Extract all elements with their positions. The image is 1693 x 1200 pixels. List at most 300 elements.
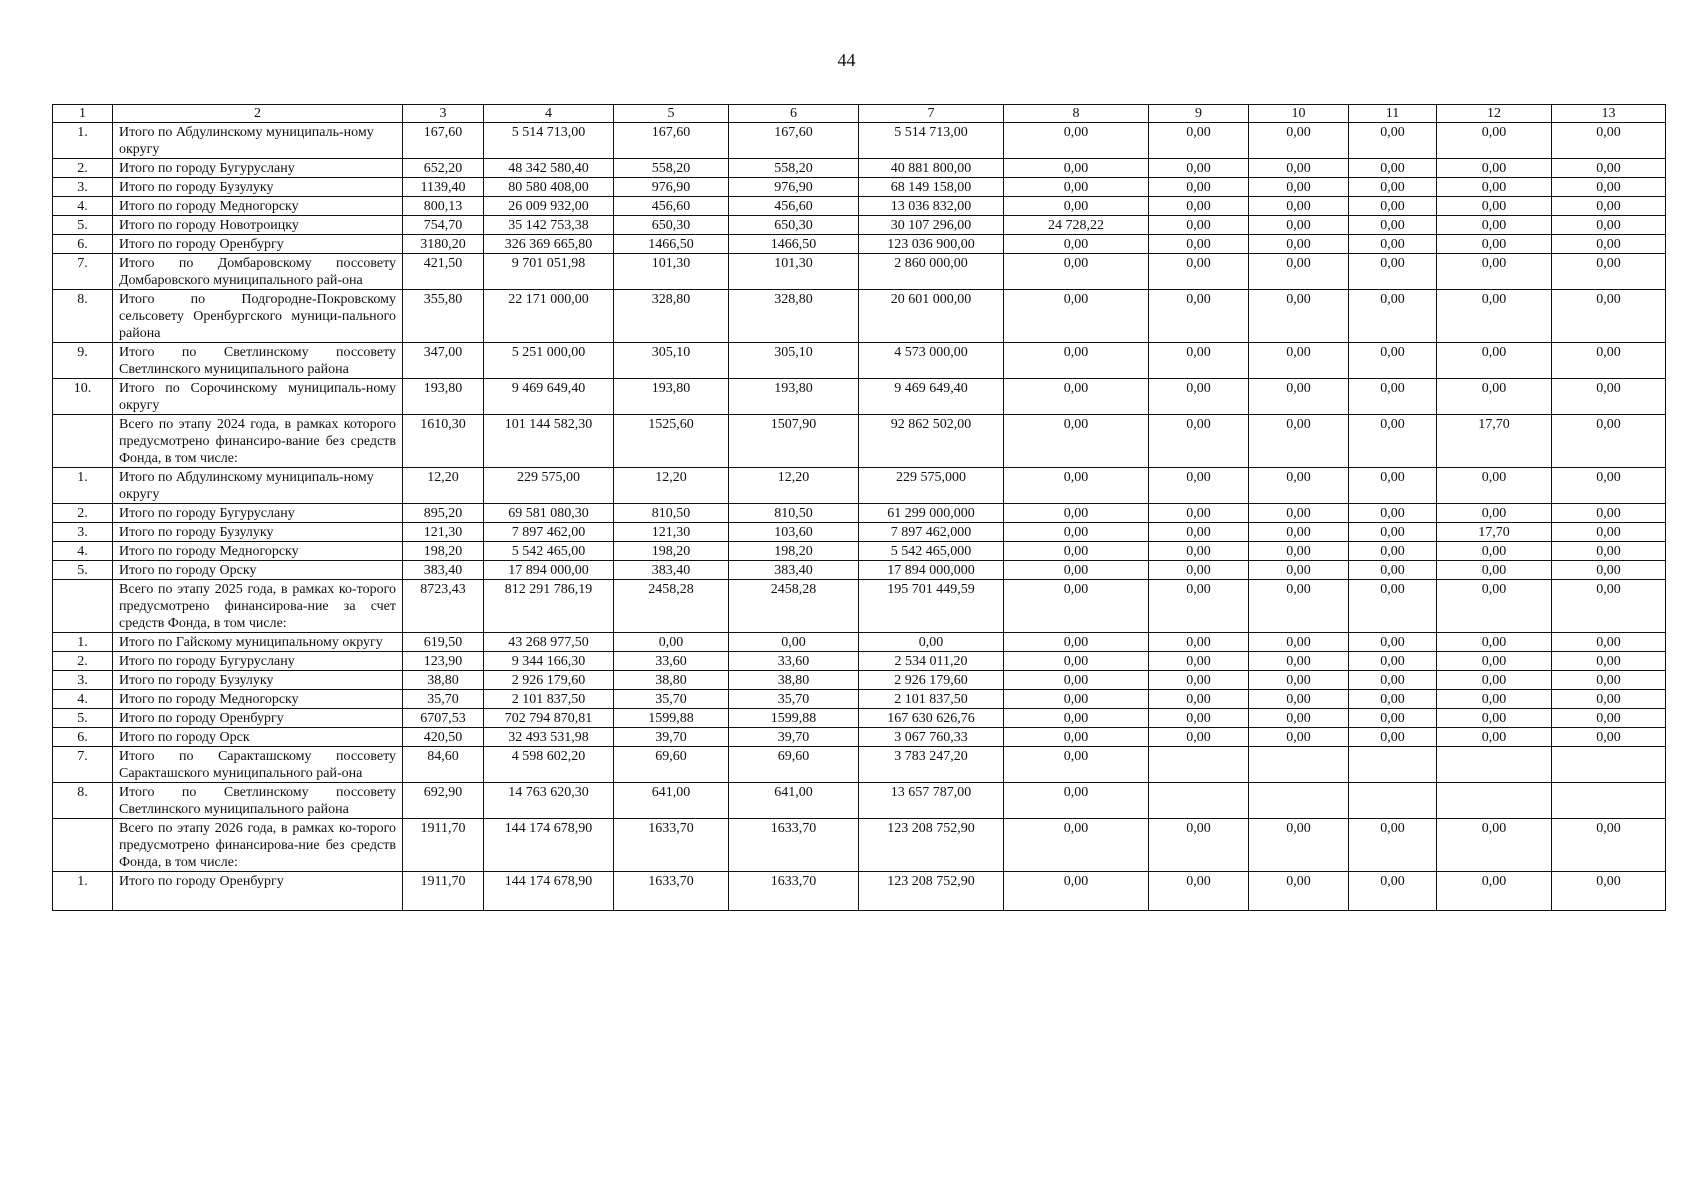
value-cell: 39,70 <box>729 728 859 747</box>
value-cell: 167,60 <box>614 123 729 159</box>
value-cell: 0,00 <box>1349 523 1437 542</box>
value-cell: 6707,53 <box>403 709 484 728</box>
value-cell: 1911,70 <box>403 872 484 911</box>
row-number-cell: 2. <box>53 652 113 671</box>
value-cell: 2 860 000,00 <box>859 254 1004 290</box>
value-cell: 1525,60 <box>614 415 729 468</box>
value-cell: 355,80 <box>403 290 484 343</box>
value-cell: 0,00 <box>1149 159 1249 178</box>
value-cell: 0,00 <box>1249 561 1349 580</box>
header-cell: 6 <box>729 105 859 123</box>
value-cell: 383,40 <box>729 561 859 580</box>
value-cell: 198,20 <box>614 542 729 561</box>
row-name-cell: Итого по городу Медногорску <box>113 542 403 561</box>
value-cell: 305,10 <box>614 343 729 379</box>
value-cell: 30 107 296,00 <box>859 216 1004 235</box>
value-cell: 0,00 <box>1437 671 1552 690</box>
value-cell: 1139,40 <box>403 178 484 197</box>
value-cell: 80 580 408,00 <box>484 178 614 197</box>
value-cell: 0,00 <box>1437 159 1552 178</box>
value-cell: 328,80 <box>729 290 859 343</box>
value-cell: 9 469 649,40 <box>484 379 614 415</box>
value-cell: 0,00 <box>1437 580 1552 633</box>
value-cell: 13 657 787,00 <box>859 783 1004 819</box>
value-cell: 0,00 <box>1437 178 1552 197</box>
table-row <box>53 652 1666 671</box>
value-cell: 4 573 000,00 <box>859 343 1004 379</box>
row-number-cell: 2. <box>53 504 113 523</box>
value-cell: 0,00 <box>859 633 1004 652</box>
value-cell: 0,00 <box>1552 690 1666 709</box>
value-cell: 20 601 000,00 <box>859 290 1004 343</box>
value-cell: 193,80 <box>403 379 484 415</box>
value-cell: 69 581 080,30 <box>484 504 614 523</box>
value-cell: 0,00 <box>1149 872 1249 911</box>
row-name-cell: Итого по городу Бугуруслану <box>113 652 403 671</box>
value-cell: 0,00 <box>1149 561 1249 580</box>
value-cell <box>1149 747 1249 783</box>
value-cell: 1633,70 <box>614 872 729 911</box>
header-cell: 7 <box>859 105 1004 123</box>
value-cell <box>1349 747 1437 783</box>
value-cell: 101,30 <box>614 254 729 290</box>
value-cell: 0,00 <box>1249 197 1349 216</box>
value-cell: 2 926 179,60 <box>484 671 614 690</box>
value-cell: 0,00 <box>1149 542 1249 561</box>
value-cell: 810,50 <box>729 504 859 523</box>
value-cell: 0,00 <box>1249 290 1349 343</box>
value-cell: 0,00 <box>1552 633 1666 652</box>
value-cell: 35,70 <box>614 690 729 709</box>
value-cell: 0,00 <box>1004 872 1149 911</box>
table-row <box>53 254 1666 290</box>
value-cell: 38,80 <box>729 671 859 690</box>
value-cell: 0,00 <box>1004 159 1149 178</box>
table-row <box>53 872 1666 911</box>
value-cell: 12,20 <box>729 468 859 504</box>
value-cell: 0,00 <box>1004 197 1149 216</box>
row-number-cell: 4. <box>53 542 113 561</box>
table-row <box>53 235 1666 254</box>
value-cell: 0,00 <box>1437 216 1552 235</box>
value-cell: 144 174 678,90 <box>484 819 614 872</box>
value-cell: 0,00 <box>1552 580 1666 633</box>
value-cell: 0,00 <box>1437 290 1552 343</box>
value-cell: 0,00 <box>1249 379 1349 415</box>
value-cell: 7 897 462,00 <box>484 523 614 542</box>
value-cell: 1599,88 <box>729 709 859 728</box>
value-cell: 0,00 <box>1552 379 1666 415</box>
value-cell: 0,00 <box>1437 652 1552 671</box>
value-cell: 0,00 <box>1349 690 1437 709</box>
value-cell: 0,00 <box>1004 671 1149 690</box>
value-cell: 14 763 620,30 <box>484 783 614 819</box>
row-name-cell: Итого по городу Оренбургу <box>113 872 403 911</box>
value-cell: 0,00 <box>1149 290 1249 343</box>
value-cell: 39,70 <box>614 728 729 747</box>
value-cell: 0,00 <box>1004 343 1149 379</box>
value-cell: 32 493 531,98 <box>484 728 614 747</box>
value-cell: 0,00 <box>1437 504 1552 523</box>
value-cell: 9 701 051,98 <box>484 254 614 290</box>
value-cell: 0,00 <box>1149 235 1249 254</box>
value-cell: 0,00 <box>1249 542 1349 561</box>
table-row <box>53 468 1666 504</box>
value-cell: 0,00 <box>1349 728 1437 747</box>
value-cell: 641,00 <box>614 783 729 819</box>
value-cell: 0,00 <box>1004 523 1149 542</box>
value-cell: 326 369 665,80 <box>484 235 614 254</box>
value-cell: 2 926 179,60 <box>859 671 1004 690</box>
table-row <box>53 504 1666 523</box>
value-cell: 1599,88 <box>614 709 729 728</box>
value-cell: 0,00 <box>1349 872 1437 911</box>
value-cell: 0,00 <box>1004 783 1149 819</box>
header-cell: 12 <box>1437 105 1552 123</box>
value-cell: 68 149 158,00 <box>859 178 1004 197</box>
table-row <box>53 783 1666 819</box>
value-cell: 12,20 <box>614 468 729 504</box>
value-cell: 976,90 <box>614 178 729 197</box>
value-cell: 0,00 <box>1249 415 1349 468</box>
value-cell: 0,00 <box>1004 690 1149 709</box>
value-cell: 456,60 <box>729 197 859 216</box>
value-cell: 0,00 <box>1149 709 1249 728</box>
row-name-cell: Итого по Домбаровскому поссовету Домбаровского муниципального рай-она <box>113 254 403 290</box>
table-row <box>53 561 1666 580</box>
value-cell: 0,00 <box>1349 235 1437 254</box>
table-row <box>53 747 1666 783</box>
value-cell: 0,00 <box>1349 178 1437 197</box>
value-cell: 61 299 000,000 <box>859 504 1004 523</box>
value-cell: 0,00 <box>1249 580 1349 633</box>
value-cell: 692,90 <box>403 783 484 819</box>
value-cell: 0,00 <box>1249 216 1349 235</box>
value-cell: 0,00 <box>1349 819 1437 872</box>
value-cell: 0,00 <box>1149 415 1249 468</box>
value-cell: 1633,70 <box>729 819 859 872</box>
value-cell: 0,00 <box>1437 728 1552 747</box>
value-cell: 1633,70 <box>614 819 729 872</box>
table-row <box>53 159 1666 178</box>
value-cell <box>1552 783 1666 819</box>
row-number-cell: 4. <box>53 197 113 216</box>
row-name-cell: Итого по Саракташскому поссовету Саракташского муниципального рай-она <box>113 747 403 783</box>
value-cell: 0,00 <box>1149 254 1249 290</box>
value-cell: 0,00 <box>1149 504 1249 523</box>
value-cell: 0,00 <box>1004 561 1149 580</box>
page-number: 44 <box>837 50 856 70</box>
row-name-cell: Итого по городу Новотроицку <box>113 216 403 235</box>
value-cell: 1466,50 <box>614 235 729 254</box>
value-cell: 0,00 <box>1249 652 1349 671</box>
value-cell: 0,00 <box>1552 728 1666 747</box>
value-cell: 456,60 <box>614 197 729 216</box>
value-cell: 4 598 602,20 <box>484 747 614 783</box>
value-cell: 0,00 <box>1004 819 1149 872</box>
table-row <box>53 123 1666 159</box>
value-cell: 0,00 <box>1149 523 1249 542</box>
value-cell: 0,00 <box>1149 216 1249 235</box>
value-cell: 5 514 713,00 <box>859 123 1004 159</box>
row-number-cell: 3. <box>53 178 113 197</box>
table-row <box>53 709 1666 728</box>
value-cell: 84,60 <box>403 747 484 783</box>
table-row <box>53 415 1666 468</box>
value-cell: 0,00 <box>1437 343 1552 379</box>
value-cell: 0,00 <box>1349 504 1437 523</box>
value-cell: 558,20 <box>729 159 859 178</box>
value-cell: 0,00 <box>1349 652 1437 671</box>
value-cell: 0,00 <box>1249 504 1349 523</box>
row-name-cell: Всего по этапу 2025 года, в рамках ко-торого предусмотрено финансирова-ние за счет средств Фонда, в том числе: <box>113 580 403 633</box>
value-cell: 2 101 837,50 <box>484 690 614 709</box>
value-cell <box>1437 747 1552 783</box>
value-cell: 0,00 <box>1552 178 1666 197</box>
value-cell: 0,00 <box>1004 504 1149 523</box>
value-cell: 0,00 <box>1437 819 1552 872</box>
value-cell: 33,60 <box>729 652 859 671</box>
value-cell: 5 542 465,000 <box>859 542 1004 561</box>
value-cell: 0,00 <box>1149 819 1249 872</box>
value-cell: 650,30 <box>729 216 859 235</box>
value-cell: 0,00 <box>1349 709 1437 728</box>
value-cell: 101 144 582,30 <box>484 415 614 468</box>
row-number-cell: 4. <box>53 690 113 709</box>
table-row <box>53 290 1666 343</box>
value-cell: 0,00 <box>1349 580 1437 633</box>
value-cell: 229 575,000 <box>859 468 1004 504</box>
value-cell: 1507,90 <box>729 415 859 468</box>
value-cell: 0,00 <box>1249 123 1349 159</box>
value-cell: 3 067 760,33 <box>859 728 1004 747</box>
table-row <box>53 523 1666 542</box>
value-cell: 0,00 <box>1349 542 1437 561</box>
row-name-cell: Итого по городу Бугуруслану <box>113 159 403 178</box>
value-cell: 0,00 <box>1004 542 1149 561</box>
row-name-cell: Итого по городу Бузулуку <box>113 523 403 542</box>
value-cell: 0,00 <box>1004 652 1149 671</box>
value-cell: 0,00 <box>1149 123 1249 159</box>
value-cell: 0,00 <box>1552 123 1666 159</box>
value-cell: 38,80 <box>403 671 484 690</box>
value-cell: 0,00 <box>1004 178 1149 197</box>
row-name-cell: Итого по городу Бугуруслану <box>113 504 403 523</box>
value-cell: 0,00 <box>1249 159 1349 178</box>
value-cell: 0,00 <box>1349 343 1437 379</box>
value-cell: 0,00 <box>1437 561 1552 580</box>
value-cell: 652,20 <box>403 159 484 178</box>
row-name-cell: Итого по Подгородне-Покровскому сельсовету Оренбургского муници-пального района <box>113 290 403 343</box>
value-cell: 0,00 <box>1552 290 1666 343</box>
value-cell: 0,00 <box>1552 235 1666 254</box>
value-cell: 0,00 <box>1437 633 1552 652</box>
row-number-cell: 5. <box>53 709 113 728</box>
value-cell: 0,00 <box>1149 197 1249 216</box>
row-number-cell: 1. <box>53 633 113 652</box>
value-cell: 12,20 <box>403 468 484 504</box>
row-name-cell: Всего по этапу 2026 года, в рамках ко-торого предусмотрено финансирова-ние без средств Фонда, в том числе: <box>113 819 403 872</box>
value-cell <box>1349 783 1437 819</box>
value-cell: 0,00 <box>1552 523 1666 542</box>
row-number-cell: 9. <box>53 343 113 379</box>
value-cell: 0,00 <box>1149 580 1249 633</box>
value-cell: 17 894 000,000 <box>859 561 1004 580</box>
value-cell: 0,00 <box>1249 690 1349 709</box>
header-cell: 11 <box>1349 105 1437 123</box>
value-cell: 2 101 837,50 <box>859 690 1004 709</box>
value-cell: 26 009 932,00 <box>484 197 614 216</box>
value-cell: 198,20 <box>403 542 484 561</box>
value-cell: 1633,70 <box>729 872 859 911</box>
value-cell: 0,00 <box>1437 123 1552 159</box>
table-row <box>53 728 1666 747</box>
value-cell: 0,00 <box>1349 671 1437 690</box>
data-table <box>52 104 1666 911</box>
value-cell: 167,60 <box>403 123 484 159</box>
value-cell: 0,00 <box>1552 415 1666 468</box>
table-row <box>53 819 1666 872</box>
table-row <box>53 178 1666 197</box>
table-row <box>53 580 1666 633</box>
value-cell: 0,00 <box>1249 343 1349 379</box>
value-cell: 0,00 <box>1249 254 1349 290</box>
value-cell: 0,00 <box>1004 728 1149 747</box>
value-cell: 0,00 <box>1149 690 1249 709</box>
value-cell: 121,30 <box>403 523 484 542</box>
value-cell: 0,00 <box>1552 652 1666 671</box>
value-cell: 347,00 <box>403 343 484 379</box>
value-cell: 123 036 900,00 <box>859 235 1004 254</box>
value-cell: 0,00 <box>1004 123 1149 159</box>
value-cell: 0,00 <box>1249 872 1349 911</box>
value-cell: 2 534 011,20 <box>859 652 1004 671</box>
row-name-cell: Итого по Абдулинскому муниципаль-ному округу <box>113 468 403 504</box>
value-cell <box>1249 747 1349 783</box>
value-cell: 8723,43 <box>403 580 484 633</box>
value-cell: 0,00 <box>614 633 729 652</box>
value-cell <box>1149 783 1249 819</box>
value-cell: 69,60 <box>729 747 859 783</box>
value-cell: 0,00 <box>729 633 859 652</box>
value-cell: 1466,50 <box>729 235 859 254</box>
value-cell: 40 881 800,00 <box>859 159 1004 178</box>
value-cell: 193,80 <box>614 379 729 415</box>
value-cell: 1610,30 <box>403 415 484 468</box>
value-cell: 421,50 <box>403 254 484 290</box>
value-cell: 69,60 <box>614 747 729 783</box>
row-number-cell: 10. <box>53 379 113 415</box>
row-name-cell: Итого по городу Орску <box>113 561 403 580</box>
value-cell: 35,70 <box>403 690 484 709</box>
value-cell: 123 208 752,90 <box>859 819 1004 872</box>
value-cell: 0,00 <box>1437 235 1552 254</box>
header-cell: 9 <box>1149 105 1249 123</box>
value-cell: 103,60 <box>729 523 859 542</box>
value-cell: 0,00 <box>1437 468 1552 504</box>
value-cell: 0,00 <box>1349 197 1437 216</box>
value-cell: 0,00 <box>1349 633 1437 652</box>
value-cell: 328,80 <box>614 290 729 343</box>
value-cell: 13 036 832,00 <box>859 197 1004 216</box>
value-cell: 0,00 <box>1552 216 1666 235</box>
row-name-cell: Итого по Светлинскому поссовету Светлинского муниципального района <box>113 343 403 379</box>
value-cell: 0,00 <box>1437 197 1552 216</box>
value-cell: 0,00 <box>1552 197 1666 216</box>
value-cell: 0,00 <box>1437 254 1552 290</box>
value-cell: 0,00 <box>1349 254 1437 290</box>
value-cell: 754,70 <box>403 216 484 235</box>
row-number-cell: 3. <box>53 523 113 542</box>
value-cell: 101,30 <box>729 254 859 290</box>
row-number-cell: 2. <box>53 159 113 178</box>
value-cell: 24 728,22 <box>1004 216 1149 235</box>
row-number-cell: 7. <box>53 254 113 290</box>
row-number-cell: 1. <box>53 123 113 159</box>
value-cell: 0,00 <box>1004 468 1149 504</box>
value-cell: 0,00 <box>1552 872 1666 911</box>
value-cell: 195 701 449,59 <box>859 580 1004 633</box>
value-cell: 0,00 <box>1149 343 1249 379</box>
value-cell: 0,00 <box>1249 671 1349 690</box>
value-cell: 0,00 <box>1349 379 1437 415</box>
value-cell: 0,00 <box>1552 671 1666 690</box>
table-row <box>53 633 1666 652</box>
value-cell: 0,00 <box>1004 747 1149 783</box>
value-cell: 2458,28 <box>614 580 729 633</box>
value-cell: 22 171 000,00 <box>484 290 614 343</box>
value-cell: 167,60 <box>729 123 859 159</box>
value-cell: 35 142 753,38 <box>484 216 614 235</box>
value-cell: 0,00 <box>1149 671 1249 690</box>
row-name-cell: Всего по этапу 2024 года, в рамках которого предусмотрено финансиро-вание без средств Фонда, в том числе: <box>113 415 403 468</box>
value-cell: 0,00 <box>1552 159 1666 178</box>
value-cell: 5 542 465,00 <box>484 542 614 561</box>
row-name-cell: Итого по городу Бузулуку <box>113 178 403 197</box>
value-cell: 800,13 <box>403 197 484 216</box>
value-cell: 0,00 <box>1349 123 1437 159</box>
value-cell: 144 174 678,90 <box>484 872 614 911</box>
header-cell: 2 <box>113 105 403 123</box>
value-cell: 0,00 <box>1249 633 1349 652</box>
value-cell: 895,20 <box>403 504 484 523</box>
value-cell: 0,00 <box>1437 379 1552 415</box>
value-cell: 0,00 <box>1249 468 1349 504</box>
value-cell: 17 894 000,00 <box>484 561 614 580</box>
row-number-cell: 1. <box>53 872 113 911</box>
row-name-cell: Итого по Гайскому муниципальному округу <box>113 633 403 652</box>
value-cell: 5 251 000,00 <box>484 343 614 379</box>
value-cell: 0,00 <box>1004 415 1149 468</box>
header-cell: 13 <box>1552 105 1666 123</box>
row-name-cell: Итого по городу Оренбургу <box>113 709 403 728</box>
value-cell: 0,00 <box>1149 468 1249 504</box>
value-cell: 0,00 <box>1437 709 1552 728</box>
value-cell: 229 575,00 <box>484 468 614 504</box>
value-cell: 0,00 <box>1004 580 1149 633</box>
row-number-cell: 6. <box>53 728 113 747</box>
header-cell: 10 <box>1249 105 1349 123</box>
value-cell: 121,30 <box>614 523 729 542</box>
header-cell: 5 <box>614 105 729 123</box>
value-cell: 0,00 <box>1249 235 1349 254</box>
value-cell: 0,00 <box>1249 523 1349 542</box>
value-cell: 420,50 <box>403 728 484 747</box>
row-name-cell: Итого по городу Медногорску <box>113 197 403 216</box>
header-row <box>53 105 1666 123</box>
value-cell: 0,00 <box>1004 235 1149 254</box>
value-cell: 92 862 502,00 <box>859 415 1004 468</box>
